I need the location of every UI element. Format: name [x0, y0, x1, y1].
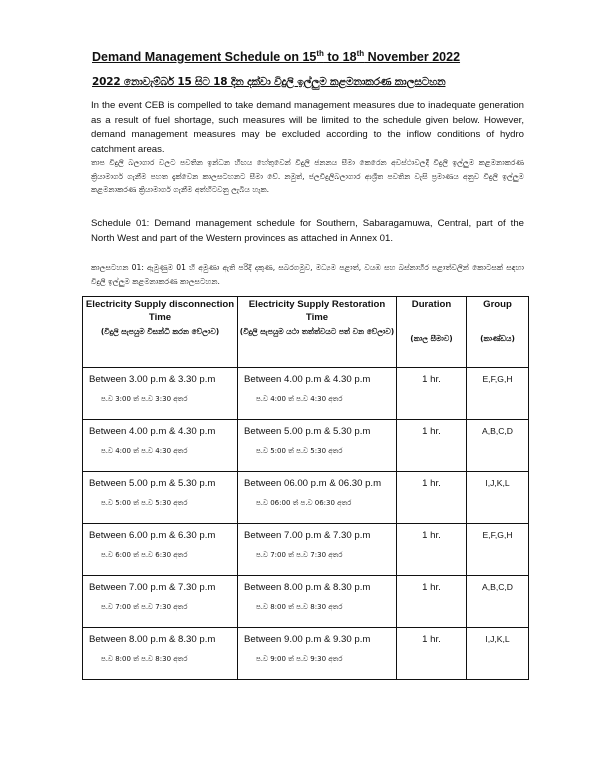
intro-paragraph-sinhala: තාප විදුලි බලාගාර වලට පවතින ඉන්ධන හිඟය හේතුවෙන් විදුලි ජනනය සීමා කෙරෙන අවස්ථාවලදී විදුලි ඉල්ලුම කළමනාකරණ ක්‍රියාමාර්ග ගැනීම පහත දැක්වෙන කාලසටහනට සීමා වේ. නමුත්, ජලවිදුලිබලාගාර ආශ්‍රිත පවතින වැසි ප්‍රමාණය අනුව විදුලි ඉල්ලුම කළමනාකරණ ක්‍රියාමාර්ග ගැනීම අත්හිටවනු ලැබිය හැක. — [91, 158, 524, 194]
header-restoration-time: Electricity Supply Restoration Time (විදුලි සැපයුම යථා තත්ත්වයට පත් වන වේලාව) — [238, 297, 397, 368]
disconnection-time-cell: Between 5.00 p.m & 5.30 p.m ප.ව 5:00 ත් ප.ව 5:30 අතර — [83, 472, 238, 524]
duration-cell: 1 hr. — [397, 576, 467, 628]
restoration-time-cell: Between 8.00 p.m & 8.30 p.m ප.ව 8:00 ත් ප.ව 8:30 අතර — [238, 576, 397, 628]
disconnection-time-cell: Between 8.00 p.m & 8.30 p.m ප.ව 8:00 ත් ප.ව 8:30 අතර — [83, 628, 238, 680]
restoration-time-cell: Between 4.00 p.m & 4.30 p.m ප.ව 4:00 ත් ප.ව 4:30 අතර — [238, 368, 397, 420]
duration-cell: 1 hr. — [397, 524, 467, 576]
table-row — [83, 472, 529, 524]
group-cell: I,J,K,L — [467, 472, 529, 524]
restoration-time-cell: Between 5.00 p.m & 5.30 p.m ප.ව 5:00 ත් ප.ව 5:30 අතර — [238, 420, 397, 472]
group-cell: I,J,K,L — [467, 628, 529, 680]
group-cell: E,F,G,H — [467, 524, 529, 576]
header-duration: Duration (කාල සීමාව) — [397, 297, 467, 368]
disconnection-time-cell: Between 3.00 p.m & 3.30 p.m ප.ව 3:00 ත් ප.ව 3:30 අතර — [83, 368, 238, 420]
intro-paragraph-english: In the event CEB is compelled to take demand management measures due to inadequate generation as a result of fuel shortage, such measures will be limited to the schedule given below. However, demand management measures may be excluded according to the inflow conditions of hydro catchment areas. — [91, 100, 524, 155]
restoration-time-cell: Between 7.00 p.m & 7.30 p.m ප.ව 7:00 ත් ප.ව 7:30 අතර — [238, 524, 397, 576]
disconnection-time-cell: Between 6.00 p.m & 6.30 p.m ප.ව 6:00 ත් ප.ව 6:30 අතර — [83, 524, 238, 576]
table-row — [83, 524, 529, 576]
table-row — [83, 576, 529, 628]
duration-cell: 1 hr. — [397, 420, 467, 472]
duration-cell: 1 hr. — [397, 628, 467, 680]
group-cell: A,B,C,D — [467, 420, 529, 472]
table-row — [83, 628, 529, 680]
group-cell: A,B,C,D — [467, 576, 529, 628]
duration-cell: 1 hr. — [397, 472, 467, 524]
page-title: Demand Management Schedule on 15th to 18th November 2022 — [92, 48, 461, 64]
table-row — [83, 420, 529, 472]
group-cell: E,F,G,H — [467, 368, 529, 420]
duration-cell: 1 hr. — [397, 368, 467, 420]
schedule-description-sinhala: කාලසටහන 01: ඇමුණුම 01 හි අමුණා ඇති පරිදි දකුණ, සබරගමුව, මධ්‍යම පළාත්, වයඹ සහ බස්නාහිර පළාත්වලින් කොටසක් සඳහා විදුලි ඉල්ලුම කළමනාකරණ කාලසටහන. — [91, 263, 524, 286]
header-disconnection-time: Electricity Supply disconnection Time (විදුලි සැපයුම විසන්ධි කරන වේලාව) — [83, 297, 238, 368]
disconnection-time-cell: Between 7.00 p.m & 7.30 p.m ප.ව 7:00 ත් ප.ව 7:30 අතර — [83, 576, 238, 628]
restoration-time-cell: Between 9.00 p.m & 9.30 p.m ප.ව 9:00 ත් ප.ව 9:30 අතර — [238, 628, 397, 680]
table-row — [83, 368, 529, 420]
restoration-time-cell: Between 06.00 p.m & 06.30 p.m ප.ව 06:00 ත් ප.ව 06:30 අතර — [238, 472, 397, 524]
table-header-row — [83, 297, 529, 368]
disconnection-time-cell: Between 4.00 p.m & 4.30 p.m ප.ව 4:00 ත් ප.ව 4:30 අතර — [83, 420, 238, 472]
header-group: Group (කාණ්ඩය) — [467, 297, 529, 368]
schedule-table — [82, 296, 529, 680]
page-title-sinhala: 2022 නොවැම්බර් 15 සිට 18 දින දක්වා විදුලි ඉල්ලුම කළමනාකරණ කාලසටහන — [92, 76, 446, 88]
schedule-description-english: Schedule 01: Demand management schedule for Southern, Sabaragamuwa, Central, part of the North West and part of the Western provinces as attached in Annex 01. — [91, 218, 524, 244]
